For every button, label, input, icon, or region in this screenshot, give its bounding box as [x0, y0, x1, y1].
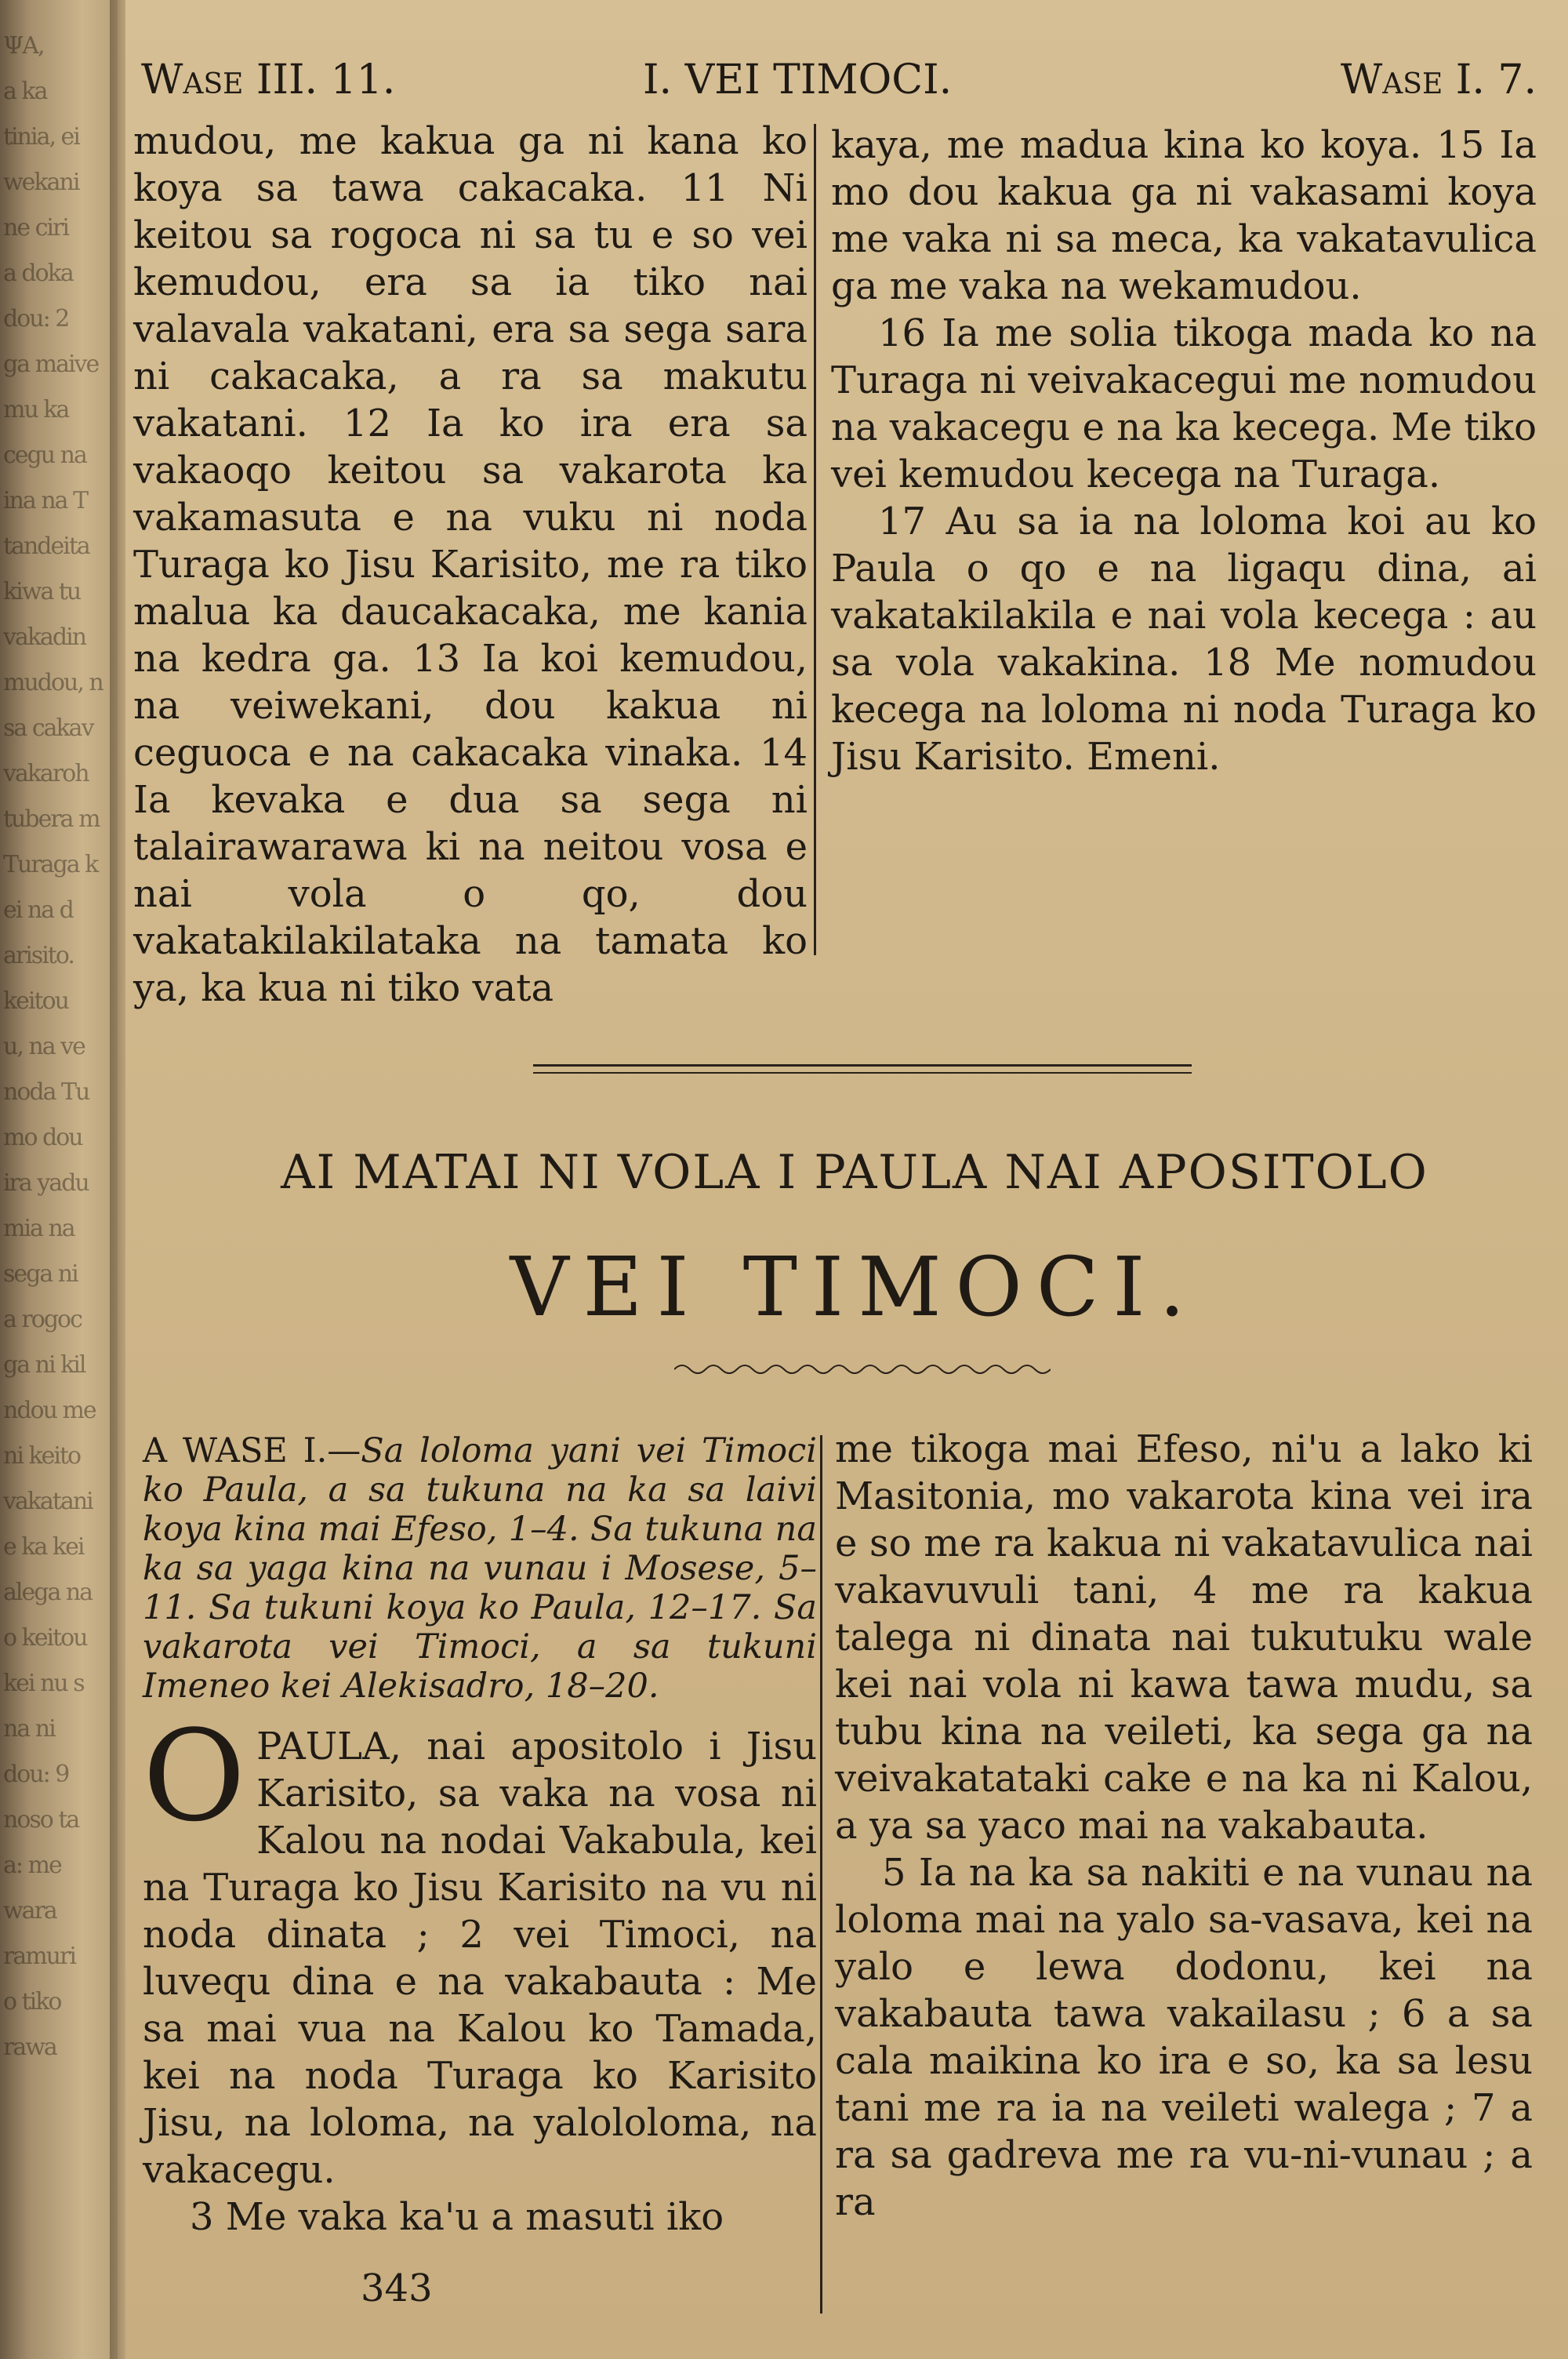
section-rule-upper — [533, 1064, 1192, 1067]
chapter-summary-text: Sa loloma yani vei Timoci ko Paula, a sa tukuna na ka sa laivi koya kina mai Efeso, 1–4. Sa tukuna na ka sa yaga kina na vunau i Mosese, 5–11. Sa tukuni koya ko Paula, 12–17. Sa vakarota vei Timoci, a sa tukuni Imeneo kei Alekisadro, 18–20. — [143, 1431, 817, 1706]
top-right-paragraph: 17 Au sa ia na loloma koi au ko Paula o qo e na ligaqu dina, ai vakatakilakila e nai vola kecega : au sa vola vakakina. 18 Me nomudou kecega na loloma ni noda Turaga ko Jisu Karisito. Emeni. — [831, 500, 1537, 779]
column-divider-bottom — [820, 1435, 822, 2314]
previous-page-edge — [0, 0, 118, 2359]
running-head-center: I. VEI TIMOCI. — [643, 56, 953, 104]
section-rule-lower — [533, 1072, 1192, 1074]
top-right-column — [831, 122, 1537, 780]
drop-cap: O — [143, 1703, 246, 1849]
book-title-large: VEI TIMOCI. — [510, 1239, 1200, 1335]
book-page — [125, 0, 1568, 2359]
page-number: 343 — [361, 2266, 433, 2310]
book-title-small: AI MATAI NI VOLA I PAULA NAI APOSITOLO — [281, 1145, 1428, 1200]
verse-3-start: 3 Me vaka ka'u a masuti iko — [190, 2195, 724, 2239]
previous-page-text-fragments: ΨΑ, a ka tinia, ei wekani ne ciri a doka dou: 2 ga maive mu ka cegu na ina na T tandeita kiwa tu vakadin mudou, n sa cakav vakaroh tubera m Turaga k ei na d arisito. keitou u, na ve noda Tu mo dou ira yadu mia na sega ni a rogoc ga ni kil ndou me ni keito vakatani e ka kei alega na o keitou kei nu s na ni dou: 9 noso ta a: me wara ramuri o tiko rawa — [3, 32, 103, 2061]
top-right-paragraph: 16 Ia me solia tikoga mada ko na Turaga ni veivakacegui me nomudou na vakacegu e na ka kecega. Me tiko vei kemudou kecega na Turaga. — [831, 311, 1537, 496]
running-head — [133, 56, 1537, 111]
opening-text: PAULA, nai apositolo i Jisu Karisito, sa vaka na vosa ni Kalou na nodai Vakabula, kei na Turaga ko Jisu Karisito na vu ni noda dinata ; 2 vei Timoci, na luvequ dina e na vakabauta : Me sa mai vua na Kalou ko Tamada, kei na noda Turaga ko Karisito Jisu, na loloma, na yalololoma, na vakacegu. — [143, 1725, 817, 2192]
top-left-paragraph: mudou, me kakua ga ni kana ko koya sa tawa cakacaka. 11 Ni keitou sa rogoca ni sa tu e so vei kemudou, era sa ia tiko nai valavala vakatani, era sa sega sara ni cakacaka, a ra sa makutu vakatani. 12 Ia ko ira era sa vakaoqo keitou sa vakarota ka vakamasuta e na vuku ni noda Turaga ko Jisu Karisito, me ra tiko malua ka daucakacaka, me kania na kedra ga. 13 Ia koi kemudou, na veiwekani, dou kakua ni ceguoca e na cakacaka vinaka. 14 Ia kevaka e dua sa sega ni talairawarawa ki na neitou vosa e nai vola o qo, dou vakatakilakilataka na tamata ko ya, ka kua ni tiko vata — [133, 119, 808, 1010]
title-ornament — [674, 1357, 1051, 1380]
column-divider-top — [814, 124, 816, 955]
bottom-right-column — [835, 1426, 1533, 2226]
running-head-right: Wase I. 7. — [1340, 56, 1537, 104]
top-left-column — [133, 118, 808, 1012]
chapter-summary — [143, 1431, 817, 1706]
chapter-label: A WASE I.— — [143, 1431, 361, 1470]
bottom-left-column — [143, 1431, 817, 2241]
bottom-right-paragraph: 5 Ia na ka sa nakiti e na vunau na loloma mai na yalo sa-vasava, kei na yalo e lewa dodonu, kei na vakabauta tawa vakailasu ; 6 a sa cala maikina ko ira e so, ka sa lesu tani me ra ia na veileti walega ; 7 a ra sa gadreva me ra vu-ni-vunau ; a ra — [835, 1851, 1533, 2224]
top-right-paragraph: kaya, me madua kina ko koya. 15 Ia mo dou kakua ga ni vakasami koya me vaka ni sa meca, ka vakatavulica ga me vaka na wekamudou. — [831, 123, 1537, 308]
running-head-left: Wase III. 11. — [141, 56, 396, 104]
opening-paragraph — [143, 1703, 817, 2194]
bottom-right-paragraph: me tikoga mai Efeso, ni'u a lako ki Masitonia, mo vakarota kina vei ira e so me ra kakua ni vakatavulica nai vakavuvuli tani, 4 me ra kakua talega ni dinata nai tukutuku wale kei nai vola ni kawa tawa mudu, sa tubu kina na veileti, ka sega ga na veivakatataki cake e na ka ni Kalou, a ya sa yaco mai na vakabauta. — [835, 1427, 1533, 1848]
